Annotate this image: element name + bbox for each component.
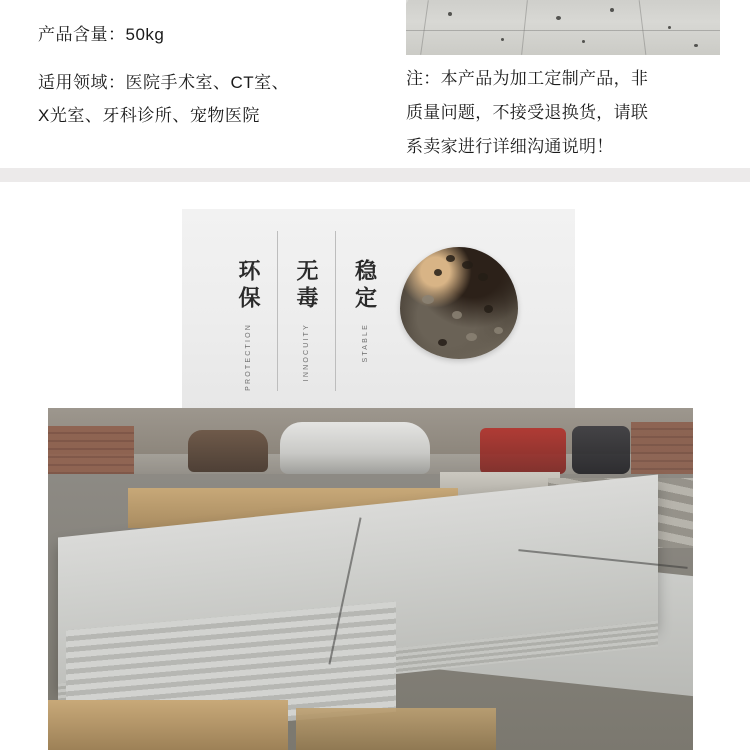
barite-granule-image: [400, 247, 520, 365]
keyword-cn-innocuity: 无毒: [294, 259, 320, 313]
application-scope-label: 适用领域：: [38, 73, 126, 92]
application-scope-block: [38, 66, 375, 132]
keyword-cn-stable: 稳定: [352, 259, 378, 313]
keyword-item-stable: [336, 231, 394, 391]
section-divider: [0, 168, 750, 182]
feature-banner-region: [0, 182, 750, 408]
product-weight-label: 产品含量：: [38, 25, 126, 44]
spec-text-block: [0, 0, 395, 168]
note-line-3: 系卖家进行详细沟通说明！: [406, 137, 614, 156]
keyword-item-innocuity: [278, 231, 336, 391]
product-weight-row: [38, 18, 375, 52]
note-line-1: 注：本产品为加工定制产品，非: [406, 69, 649, 88]
keyword-en-stable: STABLE: [361, 323, 369, 363]
keyword-row: [220, 231, 394, 391]
warehouse-photo-region: [0, 408, 750, 750]
application-scope-value-1: 医院手术室、CT室、: [125, 73, 290, 92]
note-text: [406, 62, 736, 164]
note-block: [395, 0, 750, 168]
spec-band: [0, 0, 750, 168]
feature-banner-card: [182, 209, 575, 409]
application-scope-row-2: [38, 99, 375, 132]
keyword-cn-protection: 环保: [236, 259, 262, 313]
keyword-en-protection: PROTECTION: [245, 323, 252, 391]
application-scope-row-1: [38, 66, 375, 99]
note-line-2: 质量问题，不接受退换货，请联: [406, 103, 649, 122]
product-weight-value: 50kg: [125, 25, 165, 44]
application-scope-value-2: X光室、牙科诊所、宠物医院: [38, 106, 260, 125]
board-surface-photo: [406, 0, 720, 55]
warehouse-photo: [48, 408, 693, 750]
keyword-en-innocuity: INNOCUITY: [303, 323, 310, 382]
keyword-item-protection: [220, 231, 278, 391]
